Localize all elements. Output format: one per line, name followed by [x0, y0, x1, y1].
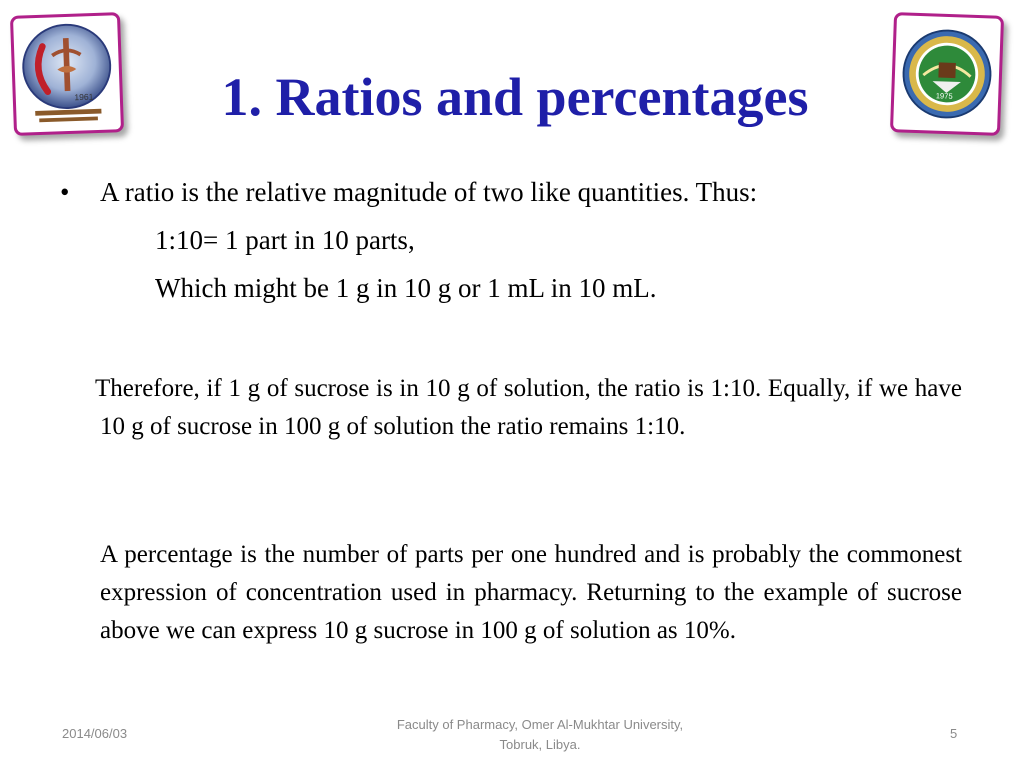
- university-seal-icon: [893, 15, 1001, 133]
- sucrose-ratio-paragraph: Therefore, if 1 g of sucrose is in 10 g of solution, the ratio is 1:10. Equally, if we have 10 g of sucrose in 100 g of solution the ratio remains 1:10.: [95, 375, 962, 440]
- bullet-text: A ratio is the relative magnitude of two like quantities. Thus:: [100, 177, 758, 207]
- svg-text:1975: 1975: [935, 91, 953, 101]
- faculty-logo-icon: [13, 15, 121, 133]
- footer-institution: [350, 715, 730, 755]
- bullet-dot-icon: •: [60, 177, 70, 207]
- svg-text:1961: 1961: [74, 91, 94, 103]
- footer-institution-line-2: Tobruk, Libya.: [499, 737, 581, 752]
- percentage-paragraph: A percentage is the number of parts per one hundred and is probably the commonest expression of concentration used in pharmacy. Returning to the example of sucrose above we can express 10 g sucrose in 100 g of solution as 10%.: [100, 541, 962, 644]
- footer-institution-line-1: Faculty of Pharmacy, Omer Al-Mukhtar University,: [396, 717, 684, 732]
- faculty-logo: [10, 12, 124, 136]
- page-number: 5: [950, 726, 958, 741]
- slide-title: 1. Ratios and percentages: [221, 67, 809, 127]
- university-seal: [890, 12, 1004, 136]
- ratio-units-line: Which might be 1 g in 10 g or 1 mL in 10 mL.: [155, 273, 657, 303]
- footer-date: 2014/06/03: [62, 726, 128, 741]
- bullet-item: [60, 172, 757, 212]
- ratio-example-line: 1:10= 1 part in 10 parts,: [155, 225, 415, 255]
